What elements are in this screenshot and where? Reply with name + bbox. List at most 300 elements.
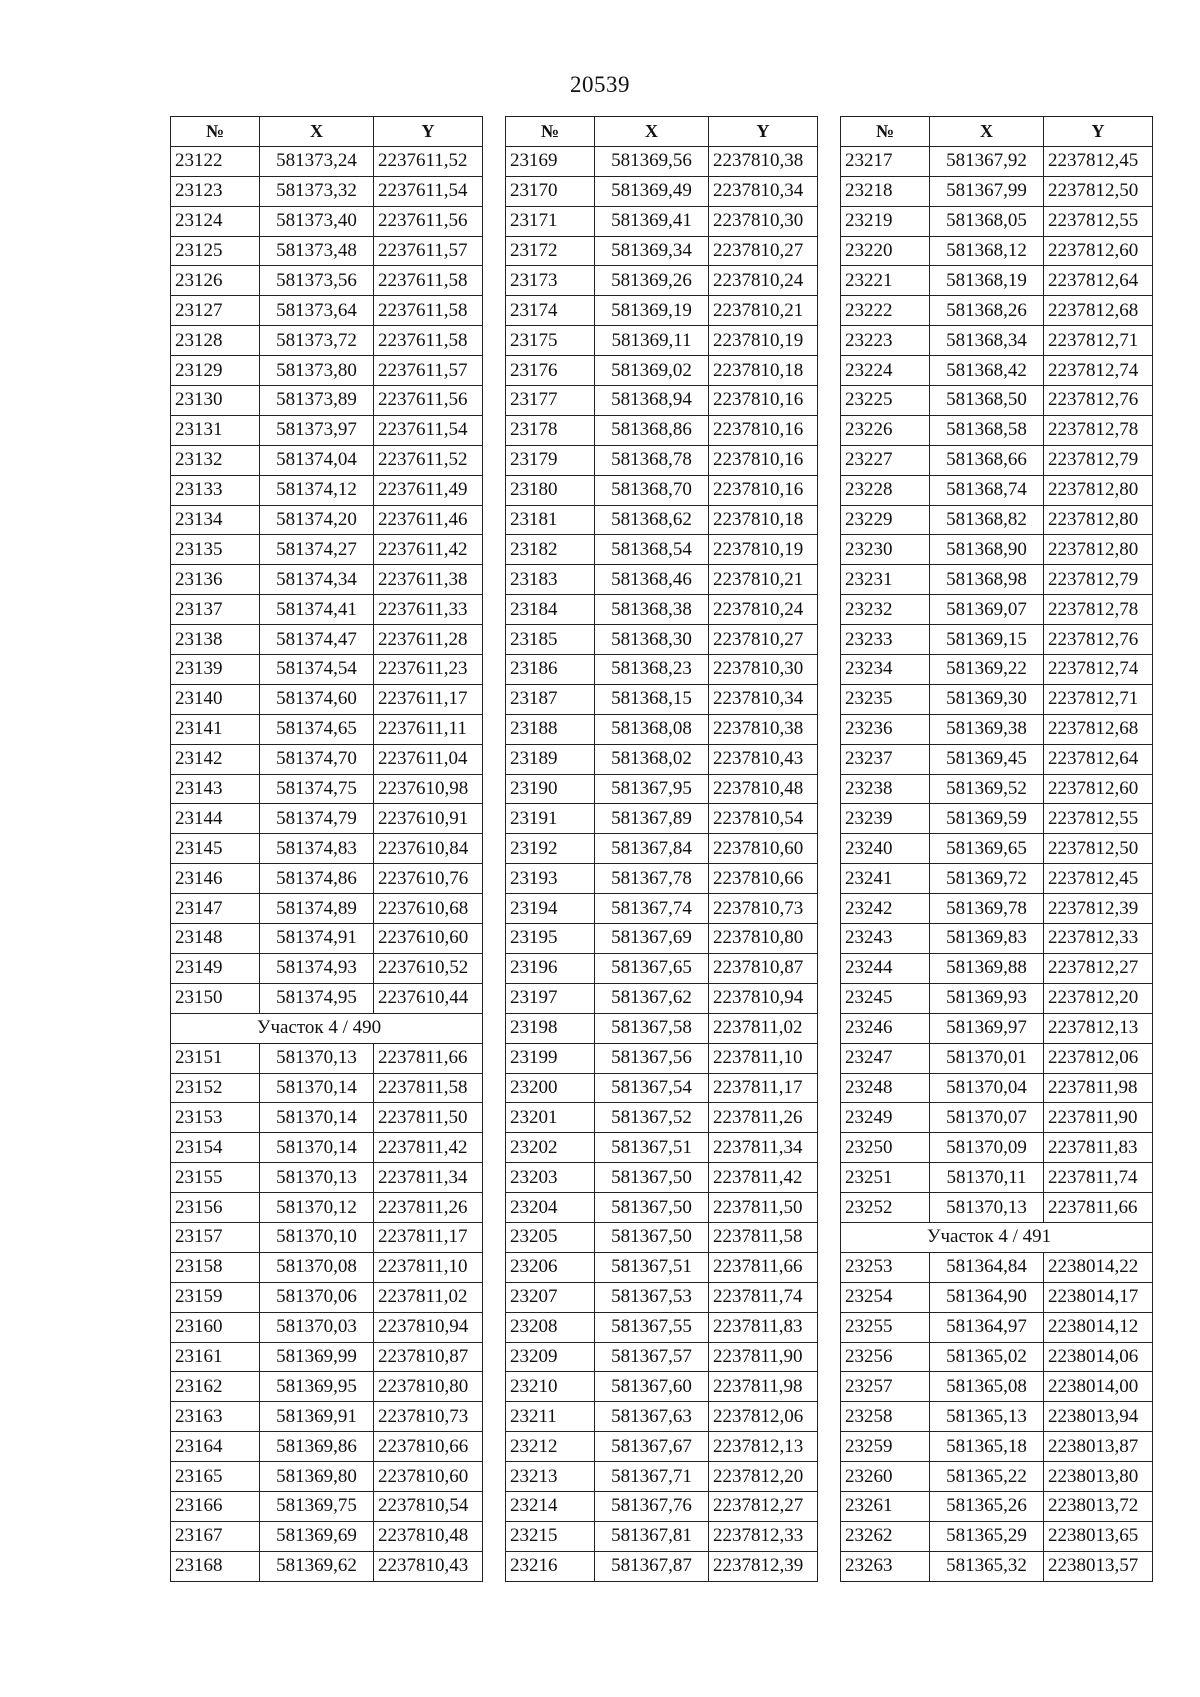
header-x: X [260,117,374,147]
y-coordinate-cell: 2237812,78 [1044,415,1153,445]
point-number-cell: 23179 [506,445,595,475]
y-coordinate-cell: 2237811,10 [709,1043,818,1073]
point-number-cell: 23216 [506,1551,595,1581]
x-coordinate-cell: 581368,62 [595,505,709,535]
point-number-cell: 23212 [506,1432,595,1462]
x-coordinate-cell: 581369,52 [930,774,1044,804]
x-coordinate-cell: 581367,67 [595,1432,709,1462]
x-coordinate-cell: 581370,11 [930,1163,1044,1193]
y-coordinate-cell: 2238014,17 [1044,1282,1153,1312]
y-coordinate-cell: 2237812,71 [1044,326,1153,356]
point-number-cell: 23128 [171,326,260,356]
point-number-cell: 23143 [171,774,260,804]
point-number-cell: 23154 [171,1133,260,1163]
y-coordinate-cell: 2237810,87 [709,953,818,983]
table-row [171,864,483,894]
x-coordinate-cell: 581373,24 [260,146,374,176]
point-number-cell: 23228 [841,475,930,505]
table-row [841,1252,1153,1282]
y-coordinate-cell: 2237811,17 [374,1222,483,1252]
y-coordinate-cell: 2237810,16 [709,386,818,416]
point-number-cell: 23167 [171,1521,260,1551]
x-coordinate-cell: 581369,11 [595,326,709,356]
x-coordinate-cell: 581369,41 [595,206,709,236]
x-coordinate-cell: 581374,86 [260,864,374,894]
point-number-cell: 23220 [841,236,930,266]
table-row [171,924,483,954]
point-number-cell: 23161 [171,1342,260,1372]
x-coordinate-cell: 581374,47 [260,625,374,655]
point-number-cell: 23219 [841,206,930,236]
y-coordinate-cell: 2237812,68 [1044,296,1153,326]
x-coordinate-cell: 581369,69 [260,1521,374,1551]
point-number-cell: 23191 [506,804,595,834]
point-number-cell: 23249 [841,1103,930,1133]
table-row [506,535,818,565]
point-number-cell: 23170 [506,176,595,206]
table-row [171,595,483,625]
y-coordinate-cell: 2237812,55 [1044,804,1153,834]
y-coordinate-cell: 2238014,12 [1044,1312,1153,1342]
point-number-cell: 23126 [171,266,260,296]
table-row [841,505,1153,535]
x-coordinate-cell: 581374,75 [260,774,374,804]
table-row [841,1462,1153,1492]
table-row [841,1163,1153,1193]
y-coordinate-cell: 2237812,68 [1044,714,1153,744]
x-coordinate-cell: 581369,72 [930,864,1044,894]
x-coordinate-cell: 581370,13 [930,1193,1044,1223]
y-coordinate-cell: 2237810,73 [709,894,818,924]
y-coordinate-cell: 2237810,73 [374,1402,483,1432]
x-coordinate-cell: 581368,30 [595,625,709,655]
point-number-cell: 23203 [506,1163,595,1193]
table-row [171,1252,483,1282]
x-coordinate-cell: 581369,15 [930,625,1044,655]
y-coordinate-cell: 2237811,58 [709,1222,818,1252]
table-row [171,1372,483,1402]
y-coordinate-cell: 2237611,17 [374,684,483,714]
x-coordinate-cell: 581374,54 [260,655,374,685]
y-coordinate-cell: 2238013,65 [1044,1521,1153,1551]
x-coordinate-cell: 581369,91 [260,1402,374,1432]
x-coordinate-cell: 581368,19 [930,266,1044,296]
x-coordinate-cell: 581365,18 [930,1432,1044,1462]
y-coordinate-cell: 2237810,34 [709,684,818,714]
y-coordinate-cell: 2237812,78 [1044,595,1153,625]
x-coordinate-cell: 581374,93 [260,953,374,983]
point-number-cell: 23145 [171,834,260,864]
y-coordinate-cell: 2237812,39 [1044,894,1153,924]
point-number-cell: 23256 [841,1342,930,1372]
y-coordinate-cell: 2237811,74 [1044,1163,1153,1193]
point-number-cell: 23186 [506,655,595,685]
x-coordinate-cell: 581373,56 [260,266,374,296]
y-coordinate-cell: 2237810,60 [709,834,818,864]
y-coordinate-cell: 2237611,49 [374,475,483,505]
y-coordinate-cell: 2237610,68 [374,894,483,924]
table-row [841,475,1153,505]
point-number-cell: 23144 [171,804,260,834]
x-coordinate-cell: 581369,86 [260,1432,374,1462]
x-coordinate-cell: 581368,66 [930,445,1044,475]
table-row [841,236,1153,266]
point-number-cell: 23134 [171,505,260,535]
x-coordinate-cell: 581367,50 [595,1222,709,1252]
x-coordinate-cell: 581373,40 [260,206,374,236]
y-coordinate-cell: 2237811,66 [1044,1193,1153,1223]
table-row [506,505,818,535]
y-coordinate-cell: 2237810,16 [709,475,818,505]
table-row [506,744,818,774]
table-row [506,1432,818,1462]
point-number-cell: 23239 [841,804,930,834]
point-number-cell: 23169 [506,146,595,176]
x-coordinate-cell: 581365,22 [930,1462,1044,1492]
point-number-cell: 23137 [171,595,260,625]
y-coordinate-cell: 2237811,02 [374,1282,483,1312]
table-row [506,445,818,475]
point-number-cell: 23241 [841,864,930,894]
table-row [506,714,818,744]
table-row [506,1222,818,1252]
x-coordinate-cell: 581367,78 [595,864,709,894]
table-row [841,1103,1153,1133]
table-row [841,1133,1153,1163]
x-coordinate-cell: 581369,26 [595,266,709,296]
point-number-cell: 23251 [841,1163,930,1193]
x-coordinate-cell: 581369,62 [260,1551,374,1581]
y-coordinate-cell: 2237810,34 [709,176,818,206]
table-row [841,1521,1153,1551]
table-row [841,1402,1153,1432]
section-row [841,1222,1153,1252]
point-number-cell: 23224 [841,356,930,386]
x-coordinate-cell: 581373,97 [260,415,374,445]
x-coordinate-cell: 581368,54 [595,535,709,565]
table-row [506,1163,818,1193]
table-row [171,1432,483,1462]
x-coordinate-cell: 581367,62 [595,983,709,1013]
point-number-cell: 23233 [841,625,930,655]
table-row [506,1252,818,1282]
table-row [171,1163,483,1193]
table-row [171,415,483,445]
y-coordinate-cell: 2237611,42 [374,535,483,565]
table-row [171,1342,483,1372]
table-row [506,1193,818,1223]
section-row [171,1013,483,1043]
point-number-cell: 23242 [841,894,930,924]
point-number-cell: 23175 [506,326,595,356]
y-coordinate-cell: 2237810,43 [374,1551,483,1581]
table-row [171,386,483,416]
section-title: Участок 4 / 490 [171,1013,483,1043]
table-header-row [841,117,1153,147]
table-row [841,1551,1153,1581]
y-coordinate-cell: 2237811,74 [709,1282,818,1312]
table-row [171,655,483,685]
point-number-cell: 23225 [841,386,930,416]
point-number-cell: 23261 [841,1491,930,1521]
y-coordinate-cell: 2237811,83 [709,1312,818,1342]
x-coordinate-cell: 581365,29 [930,1521,1044,1551]
y-coordinate-cell: 2237812,20 [709,1462,818,1492]
y-coordinate-cell: 2237811,34 [709,1133,818,1163]
x-coordinate-cell: 581370,06 [260,1282,374,1312]
y-coordinate-cell: 2237812,06 [1044,1043,1153,1073]
y-coordinate-cell: 2237611,58 [374,296,483,326]
y-coordinate-cell: 2237811,90 [709,1342,818,1372]
point-number-cell: 23194 [506,894,595,924]
x-coordinate-cell: 581368,58 [930,415,1044,445]
table-row [841,1193,1153,1223]
point-number-cell: 23123 [171,176,260,206]
x-coordinate-cell: 581367,54 [595,1073,709,1103]
point-number-cell: 23150 [171,983,260,1013]
point-number-cell: 23248 [841,1073,930,1103]
y-coordinate-cell: 2237611,38 [374,565,483,595]
point-number-cell: 23206 [506,1252,595,1282]
table-row [841,326,1153,356]
y-coordinate-cell: 2237811,50 [709,1193,818,1223]
y-coordinate-cell: 2237810,16 [709,445,818,475]
x-coordinate-cell: 581374,60 [260,684,374,714]
x-coordinate-cell: 581367,51 [595,1252,709,1282]
header-x: X [595,117,709,147]
table-row [506,1551,818,1581]
page-number: 20539 [570,72,630,97]
point-number-cell: 23227 [841,445,930,475]
point-number-cell: 23217 [841,146,930,176]
point-number-cell: 23238 [841,774,930,804]
y-coordinate-cell: 2237810,21 [709,565,818,595]
point-number-cell: 23178 [506,415,595,445]
y-coordinate-cell: 2237811,58 [374,1073,483,1103]
table-row [506,1013,818,1043]
y-coordinate-cell: 2237810,54 [374,1491,483,1521]
point-number-cell: 23253 [841,1252,930,1282]
point-number-cell: 23127 [171,296,260,326]
y-coordinate-cell: 2237812,20 [1044,983,1153,1013]
y-coordinate-cell: 2237811,10 [374,1252,483,1282]
y-coordinate-cell: 2237811,26 [709,1103,818,1133]
table-row [171,296,483,326]
point-number-cell: 23208 [506,1312,595,1342]
x-coordinate-cell: 581367,87 [595,1551,709,1581]
point-number-cell: 23243 [841,924,930,954]
point-number-cell: 23155 [171,1163,260,1193]
point-number-cell: 23172 [506,236,595,266]
table-row [841,1043,1153,1073]
x-coordinate-cell: 581369,78 [930,894,1044,924]
table-row [841,924,1153,954]
y-coordinate-cell: 2237810,18 [709,356,818,386]
point-number-cell: 23184 [506,595,595,625]
point-number-cell: 23255 [841,1312,930,1342]
table-row [506,684,818,714]
table-row [841,834,1153,864]
table-header-row [506,117,818,147]
point-number-cell: 23254 [841,1282,930,1312]
x-coordinate-cell: 581369,59 [930,804,1044,834]
y-coordinate-cell: 2237812,27 [1044,953,1153,983]
point-number-cell: 23198 [506,1013,595,1043]
point-number-cell: 23124 [171,206,260,236]
x-coordinate-cell: 581370,14 [260,1133,374,1163]
x-coordinate-cell: 581367,53 [595,1282,709,1312]
x-coordinate-cell: 581368,90 [930,535,1044,565]
table-row [506,1103,818,1133]
point-number-cell: 23163 [171,1402,260,1432]
y-coordinate-cell: 2237611,58 [374,326,483,356]
x-coordinate-cell: 581368,05 [930,206,1044,236]
y-coordinate-cell: 2237812,50 [1044,834,1153,864]
x-coordinate-cell: 581367,99 [930,176,1044,206]
x-coordinate-cell: 581373,89 [260,386,374,416]
point-number-cell: 23211 [506,1402,595,1432]
y-coordinate-cell: 2237811,66 [374,1043,483,1073]
point-number-cell: 23247 [841,1043,930,1073]
table-row [171,1193,483,1223]
table-row [171,1402,483,1432]
point-number-cell: 23252 [841,1193,930,1223]
x-coordinate-cell: 581369,07 [930,595,1044,625]
x-coordinate-cell: 581367,50 [595,1193,709,1223]
table-row [171,1462,483,1492]
x-coordinate-cell: 581369,99 [260,1342,374,1372]
table-row [841,595,1153,625]
point-number-cell: 23157 [171,1222,260,1252]
x-coordinate-cell: 581368,23 [595,655,709,685]
table-row [171,1133,483,1163]
point-number-cell: 23132 [171,445,260,475]
x-coordinate-cell: 581374,41 [260,595,374,625]
x-coordinate-cell: 581374,04 [260,445,374,475]
y-coordinate-cell: 2238013,87 [1044,1432,1153,1462]
y-coordinate-cell: 2237812,50 [1044,176,1153,206]
y-coordinate-cell: 2237812,80 [1044,505,1153,535]
x-coordinate-cell: 581367,50 [595,1163,709,1193]
table-row [506,655,818,685]
table-row [841,983,1153,1013]
y-coordinate-cell: 2237611,57 [374,356,483,386]
y-coordinate-cell: 2237611,23 [374,655,483,685]
x-coordinate-cell: 581373,64 [260,296,374,326]
header-number: № [841,117,930,147]
point-number-cell: 23258 [841,1402,930,1432]
y-coordinate-cell: 2237812,76 [1044,386,1153,416]
table-row [506,894,818,924]
table-row [171,834,483,864]
table-row [506,326,818,356]
table-row [171,176,483,206]
x-coordinate-cell: 581368,42 [930,356,1044,386]
x-coordinate-cell: 581374,89 [260,894,374,924]
y-coordinate-cell: 2237611,54 [374,176,483,206]
y-coordinate-cell: 2237812,39 [709,1551,818,1581]
y-coordinate-cell: 2238013,57 [1044,1551,1153,1581]
x-coordinate-cell: 581369,49 [595,176,709,206]
x-coordinate-cell: 581373,80 [260,356,374,386]
point-number-cell: 23213 [506,1462,595,1492]
point-number-cell: 23244 [841,953,930,983]
y-coordinate-cell: 2237811,17 [709,1073,818,1103]
point-number-cell: 23181 [506,505,595,535]
table-row [171,1282,483,1312]
point-number-cell: 23152 [171,1073,260,1103]
x-coordinate-cell: 581370,09 [930,1133,1044,1163]
y-coordinate-cell: 2237811,26 [374,1193,483,1223]
y-coordinate-cell: 2237812,60 [1044,774,1153,804]
table-row [841,386,1153,416]
table-row [506,953,818,983]
point-number-cell: 23159 [171,1282,260,1312]
y-coordinate-cell: 2237810,18 [709,505,818,535]
point-number-cell: 23188 [506,714,595,744]
x-coordinate-cell: 581370,08 [260,1252,374,1282]
x-coordinate-cell: 581368,82 [930,505,1044,535]
point-number-cell: 23164 [171,1432,260,1462]
x-coordinate-cell: 581365,08 [930,1372,1044,1402]
y-coordinate-cell: 2237610,76 [374,864,483,894]
table-row [841,415,1153,445]
table-row [171,326,483,356]
header-x: X [930,117,1044,147]
y-coordinate-cell: 2237810,27 [709,625,818,655]
coordinates-table-2 [505,116,818,1582]
x-coordinate-cell: 581374,27 [260,535,374,565]
table-row [171,953,483,983]
x-coordinate-cell: 581374,20 [260,505,374,535]
point-number-cell: 23218 [841,176,930,206]
point-number-cell: 23231 [841,565,930,595]
y-coordinate-cell: 2237611,11 [374,714,483,744]
y-coordinate-cell: 2237811,50 [374,1103,483,1133]
table-row [506,236,818,266]
y-coordinate-cell: 2237811,34 [374,1163,483,1193]
point-number-cell: 23146 [171,864,260,894]
x-coordinate-cell: 581365,32 [930,1551,1044,1581]
y-coordinate-cell: 2237810,66 [709,864,818,894]
point-number-cell: 23158 [171,1252,260,1282]
point-number-cell: 23153 [171,1103,260,1133]
point-number-cell: 23149 [171,953,260,983]
table-row [506,774,818,804]
point-number-cell: 23200 [506,1073,595,1103]
y-coordinate-cell: 2237810,48 [709,774,818,804]
table-row [841,625,1153,655]
y-coordinate-cell: 2237611,46 [374,505,483,535]
table-row [506,834,818,864]
x-coordinate-cell: 581365,13 [930,1402,1044,1432]
y-coordinate-cell: 2237812,79 [1044,445,1153,475]
x-coordinate-cell: 581368,38 [595,595,709,625]
x-coordinate-cell: 581367,55 [595,1312,709,1342]
x-coordinate-cell: 581374,65 [260,714,374,744]
table-row [841,1282,1153,1312]
y-coordinate-cell: 2237812,33 [709,1521,818,1551]
point-number-cell: 23263 [841,1551,930,1581]
x-coordinate-cell: 581374,79 [260,804,374,834]
x-coordinate-cell: 581369,22 [930,655,1044,685]
y-coordinate-cell: 2237610,60 [374,924,483,954]
point-number-cell: 23245 [841,983,930,1013]
x-coordinate-cell: 581369,97 [930,1013,1044,1043]
table-row [171,774,483,804]
x-coordinate-cell: 581369,45 [930,744,1044,774]
x-coordinate-cell: 581369,75 [260,1491,374,1521]
